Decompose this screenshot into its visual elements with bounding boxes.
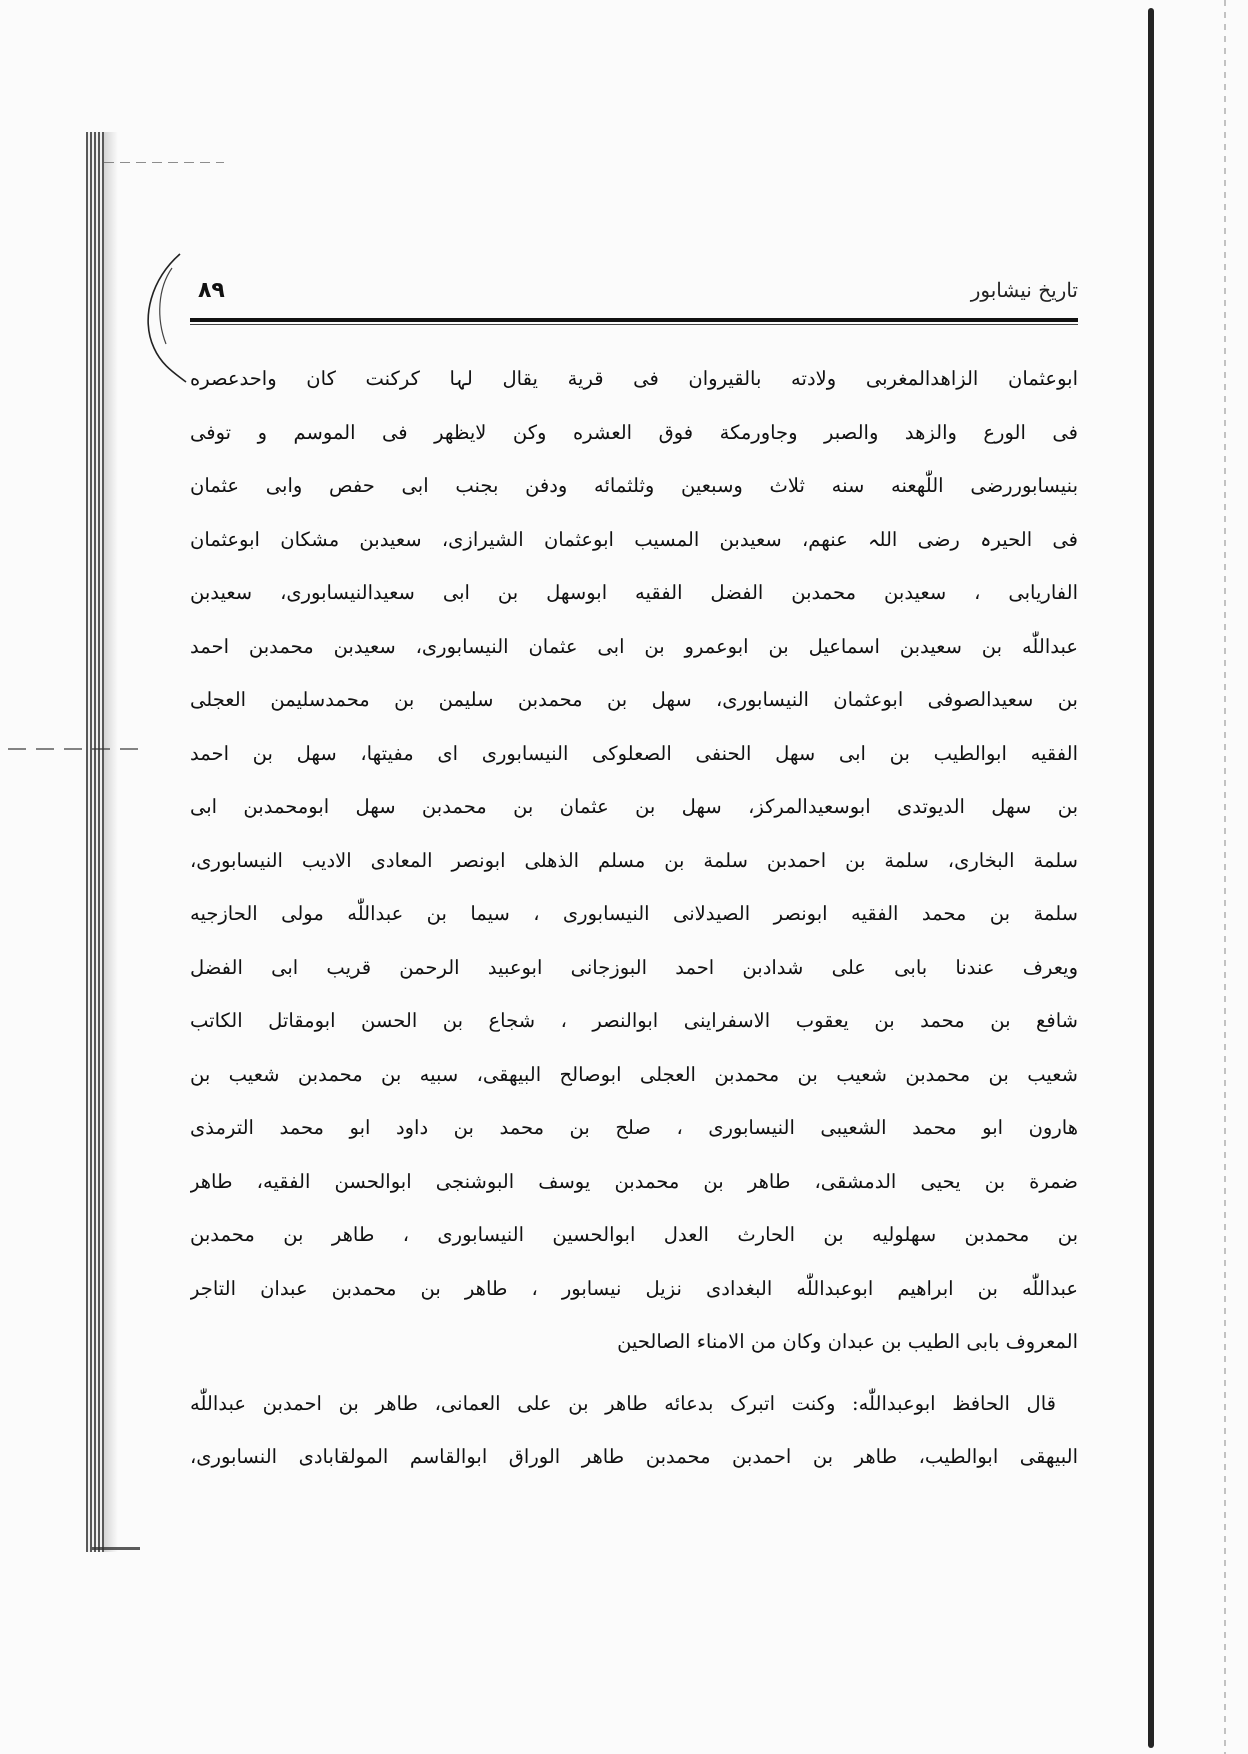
text-line: بن محمدبن سهلولیه بن الحارث العدل ابوالحسین النیسابوری ، طاهر بن محمدبن [190,1223,1078,1246]
text-line: هارون ابو محمد الشعیبی النیسابوری ، صلح بن محمد بن داود ابو محمد الترمذی [190,1116,1078,1139]
text-line: المعروف بابی الطیب بن عبدان وکان من الامناء الصالحین [617,1330,1078,1353]
paragraph-1 [190,352,1078,1369]
header-rule [190,318,1078,322]
running-header [190,276,1078,316]
margin-bracket-mark [132,248,192,388]
scan-edge-dotted [1224,0,1226,1754]
text-line: البیهقی ابوالطیب، طاهر بن احمدبن محمدبن طاهر الوراق ابوالقاسم المولقابادی النسابوری، [190,1445,1078,1468]
book-binding-edge [86,132,104,1552]
paragraph-2 [190,1377,1078,1484]
text-line: فی الورع والزهد والصبر وجاورمکة فوق العشره وکن لایظهر فی الموسم و توفی [190,420,1078,444]
text-line: ویعرف عندنا بابی علی شدادبن احمد البوزجانی ابوعبید الرحمن قریب ابی الفضل [190,955,1078,979]
page-number: ۸۹ [198,278,225,303]
text-line: شافع بن محمد بن یعقوب الاسفراینی ابوالنصر ، شجاع بن الحسن ابومقاتل الکاتب [190,1009,1078,1032]
book-title: تاریخ نیشابور [970,278,1078,302]
text-line: سلمة البخاری، سلمة بن احمدبن سلمة بن مسلم الذهلی ابونصر المعادی الادیب النیسابوری، [190,848,1078,872]
text-line: قال الحافظ ابوعبداللّٰه: وکنت اتبرک بدعائه طاهر بن علی العمانی، طاهر بن احمدبن عبداللّٰه [190,1391,1056,1415]
scan-dash-mark-top [104,162,224,163]
text-line: الفاریابی ، سعیدبن محمدبن الفضل الفقیه ابوسهل بن ابی سعیدالنیسابوری، سعیدبن [190,581,1078,604]
body-text [190,352,1078,1484]
text-line: ضمرة بن یحیی الدمشقی، طاهر بن محمدبن یوسف البوشنجی ابوالحسن الفقیه، طاهر [190,1169,1078,1193]
text-line: فی الحیرہ رضی اللہ عنهم، سعیدبن المسیب ابوعثمان الشیرازی، سعیدبن مشکان ابوعثمان [190,527,1078,551]
binding-bottom-mark [92,1547,140,1550]
text-line: بن سهل الدیوتدی ابوسعیدالمرکز، سهل بن عثمان بن محمدبن سهل ابومحمدبن ابی [190,795,1078,818]
scan-dash-mark [8,748,138,750]
paragraph-gap [190,1369,1078,1377]
text-line: ابوعثمان الزاهدالمغربی ولادته بالقیروان فی قریة یقال لہا کرکنت کان واحدعصره [190,367,1078,390]
header-rule-thin [190,324,1078,325]
text-line: بنیسابوررضی اللّٰهعنه سنه ثلاث وسبعین وثلثمائه ودفن بجنب ابی حفص وابی عثمان [190,474,1078,497]
scan-edge-right [1148,8,1154,1748]
text-line: سلمة بن محمد الفقیه ابونصر الصیدلانی النیسابوری ، سیما بن عبداللّٰه مولی الحازجیه [190,902,1078,925]
text-line: الفقیه ابوالطیب بن ابی سهل الحنفی الصعلوکی النیسابوری ای مفیتها، سهل بن احمد [190,741,1078,765]
text-line: عبداللّٰه بن سعیدبن اسماعیل بن ابوعمرو بن ابی عثمان النیسابوری، سعیدبن محمدبن احمد [190,634,1078,658]
text-line: بن سعیدالصوفی ابوعثمان النیسابوری، سهل بن محمدبن سلیمن بن محمدسلیمن العجلی [190,688,1078,711]
binding-shadow [104,132,118,1552]
text-line: عبداللّٰه بن ابراهیم ابوعبداللّٰه البغدادی نزیل نیسابور ، طاهر بن محمدبن عبدان التاجر [190,1276,1078,1300]
text-line: شعیب بن محمدبن شعیب بن محمدبن العجلی ابوصالح البیهقی، سبیه بن محمدبن شعیب بن [190,1062,1078,1086]
